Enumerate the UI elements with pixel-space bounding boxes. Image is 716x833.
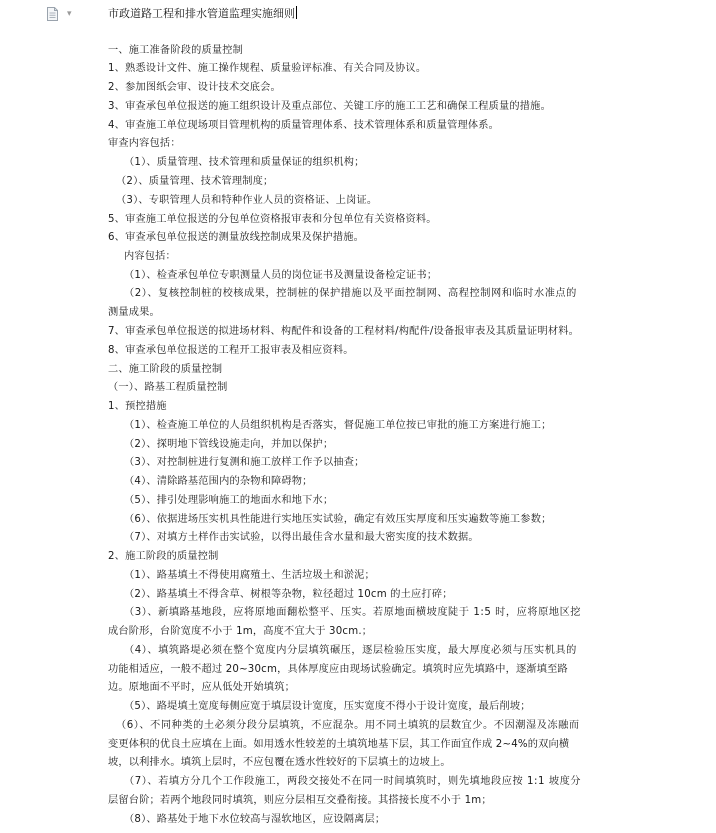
paragraph-line: （8）、路基处于地下水位较高与湿软地区，应设隔离层； — [124, 814, 386, 825]
paragraph-line: （4）、填筑路堤必须在整个宽度内分层填筑碾压，逐层检验压实度，最大厚度必须与压实机具的 — [124, 645, 577, 656]
paragraph-line: 边。原地面不平时，应从低处开始填筑； — [108, 682, 295, 693]
paragraph-line: （1）、路基填土不得使用腐殖土、生活垃圾土和淤泥； — [124, 570, 375, 581]
paragraph-line: （3）、对控制桩进行复测和施工放样工作予以抽查； — [124, 457, 365, 468]
document-title-line[interactable] — [108, 6, 297, 22]
paragraph-line: 8、审查承包单位报送的工程开工报审表及相应资料。 — [108, 345, 354, 356]
paragraph-line: 成台阶形，台阶宽度不小于 1m，高度不宜大于 30cm.； — [108, 626, 373, 637]
document-title: 市政道路工程和排水管道监理实施细则 — [108, 7, 295, 20]
section-heading: 二、施工阶段的质量控制 — [108, 364, 223, 375]
text-cursor — [296, 6, 297, 19]
paragraph-line: （2）、质量管理、技术管理制度； — [116, 176, 274, 187]
paragraph-line: （3）、新填路基地段，应将原地面翻松整平、压实。若原地面横坡度陡于 1:5 时，应将原地区挖 — [124, 607, 582, 618]
paragraph-line: （7）、若填方分几个工作段施工，两段交接处不在同一时间填筑时，则先填地段应按 1:1 坡度分 — [124, 776, 582, 787]
paragraph-line: （7）、对填方土样作击实试验，以得出最佳含水量和最大密实度的技术数据。 — [124, 532, 479, 543]
paragraph-line: （5）、排引处理影响施工的地面水和地下水； — [124, 495, 334, 506]
paragraph-line: 审查内容包括： — [108, 138, 181, 149]
paragraph-line: （2）、探明地下管线设施走向，并加以保护； — [124, 439, 334, 450]
paragraph-line: （1）、质量管理、技术管理和质量保证的组织机构； — [124, 157, 365, 168]
paragraph-line: （2）、路基填土不得含草、树根等杂物，粒径超过 10cm 的土应打碎； — [124, 589, 453, 600]
section-heading: 一、施工准备阶段的质量控制 — [108, 45, 244, 56]
paragraph-line: 测量成果。 — [108, 307, 160, 318]
paragraph-line: （2）、复核控制桩的校核成果，控制桩的保护措施以及平面控制网、高程控制网和临时水准点的 — [124, 288, 577, 299]
paragraph-line: 内容包括： — [124, 251, 176, 262]
paragraph-line: （5）、路堤填土宽度每侧应宽于填层设计宽度，压实宽度不得小于设计宽度，最后削坡； — [124, 701, 531, 712]
paragraph-line: 1、熟悉设计文件、施工操作规程、质量验评标准、有关合同及协议。 — [108, 63, 427, 74]
paragraph-line: 功能相适应，一般不超过 20~30cm，具体厚度应由现场试验确定。填筑时应先填路中，逐渐填至路 — [108, 664, 568, 675]
paragraph-line: （1）、检查施工单位的人员组织机构是否落实，督促施工单位按已审批的施工方案进行施工； — [124, 420, 552, 431]
paragraph-line: （1）、检查承包单位专职测量人员的岗位证书及测量设备检定证书； — [124, 270, 438, 281]
paragraph-line: 层留台阶；若两个地段同时填筑，则应分层相互交叠衔接。其搭接长度不小于 1m； — [108, 795, 492, 806]
chevron-down-icon[interactable]: ▾ — [67, 9, 72, 19]
paragraph-line: （4）、清除路基范围内的杂物和障碍物； — [124, 476, 313, 487]
paragraph-line: （6）、依据进场压实机具性能进行实地压实试验，确定有效压实厚度和压实遍数等施工参数； — [124, 514, 552, 525]
paragraph-line: 5、审查施工单位报送的分包单位资格报审表和分包单位有关资格资料。 — [108, 214, 437, 225]
paragraph-line: 2、施工阶段的质量控制 — [108, 551, 219, 562]
paragraph-line: 4、审查施工单位现场项目管理机构的质量管理体系、技术管理体系和质量管理体系。 — [108, 120, 500, 131]
subsection-heading: （一）、路基工程质量控制 — [108, 382, 228, 393]
paragraph-line: （6）、不同种类的土必须分段分层填筑，不应混杂。用不同土填筑的层数宜少。不因潮湿及冻融而 — [116, 720, 580, 731]
paragraph-line: 1、预控措施 — [108, 401, 167, 412]
paragraph-line: 坡，以利排水。填筑上层时，不应包覆在透水性较好的下层填土的边坡上。 — [108, 757, 451, 768]
paragraph-line: 3、审查承包单位报送的施工组织设计及重点部位、关键工序的施工工艺和确保工程质量的措施。 — [108, 101, 551, 112]
paragraph-line: 变更体积的优良土应填在上面。如用透水性较差的土填筑地基下层，其工作面宜作成 2~4%的双向横 — [108, 739, 570, 750]
paragraph-line: 2、参加图纸会审、设计技术交底会。 — [108, 82, 281, 93]
paragraph-line: 7、审查承包单位报送的拟进场材料、构配件和设备的工程材料/构配件/设备报审表及其质量证明材料。 — [108, 326, 579, 337]
paragraph-line: 6、审查承包单位报送的测量放线控制成果及保护措施。 — [108, 232, 364, 243]
paragraph-line: （3）、专职管理人员和特种作业人员的资格证、上岗证。 — [116, 195, 378, 206]
